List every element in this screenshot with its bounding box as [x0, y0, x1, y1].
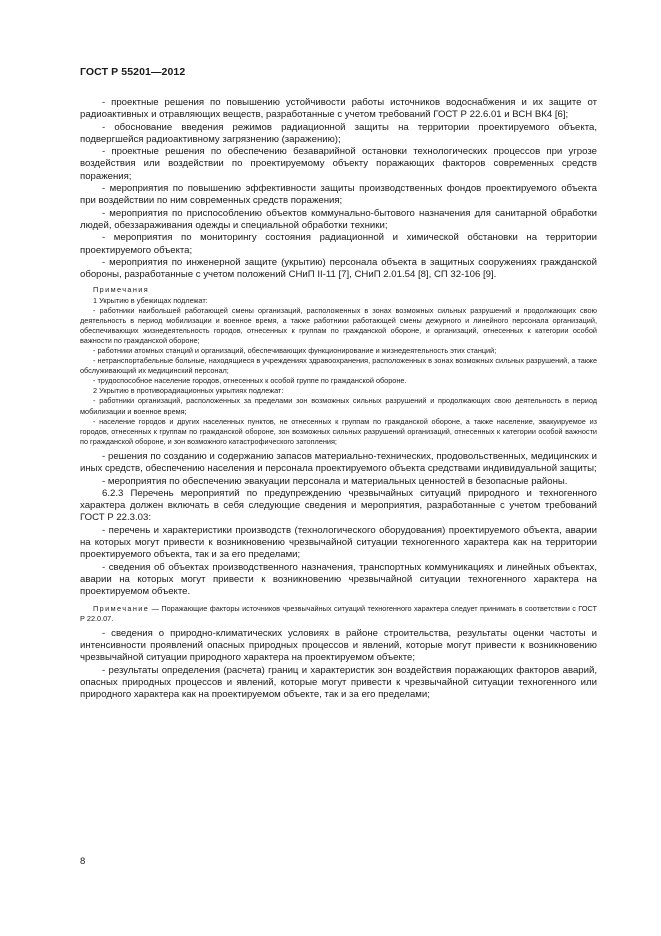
note-item: - трудоспособное население городов, отнесенных к особой группе по гражданской обороне.: [93, 376, 407, 386]
note-item: 1 Укрытию в убежищах подлежат:: [93, 295, 208, 305]
note-item: - нетранспортабельные больные, находящиеся в учреждениях здравоохранения, расположенных в зонах возможных сильных разрушений, а также обслуживающий их медицинский персонал;: [80, 356, 597, 376]
paragraph: - мероприятия по обеспечению эвакуации персонала и материальных ценностей в безопасные районы.: [102, 475, 568, 487]
note-paragraph: [80, 604, 597, 624]
paragraph: - мероприятия по приспособлению объектов коммунально-бытового назначения для санитарной обработки людей, обеззараживания одежды и специальной обработки техники;: [80, 207, 597, 231]
paragraph: - проектные решения по обеспечению безаварийной остановки технологических процессов при угрозе воздействия или воздействии по проектируемому объекту поражающих факторов современных средств поражения;: [80, 146, 597, 182]
document-header: ГОСТ Р 55201—2012: [80, 66, 186, 78]
paragraph: - мероприятия по инженерной защите (укрытию) персонала объекта в защитных сооружениях гражданской обороны, разработанные с учетом положений СНиП II-11 [7], СНиП 2.01.54 [8], СП 32-106 [9].: [80, 256, 597, 281]
paragraph: - сведения о природно-климатических условиях в районе строительства, результаты оценки частоты и интенсивности проявлений опасных природных процессов и явлений, которые могут привести к возникновению чрезвычайной ситуации природного характера на проектируемом объекте;: [80, 627, 597, 664]
paragraph: - мероприятия по мониторингу состояния радиационной и химической обстановки на территории проектируемого объекта;: [80, 232, 597, 256]
paragraph: - мероприятия по повышению эффективности защиты производственных фондов проектируемого объекта при воздействии по ним современных средств поражения;: [80, 183, 597, 207]
section-paragraph: 6.2.3 Перечень мероприятий по предупреждению чрезвычайных ситуаций природного и техногенного характера должен включать в себя следующие сведения и мероприятия, разработанные с учетом требований ГОСТ Р 22.3.03:: [80, 487, 597, 524]
note-item: - работники наибольшей работающей смены организаций, расположенных в зонах возможных сильных разрушений и продолжающих свою деятельность в период мобилизации и военное время, а также работники работающей смены дежурного и линейного персонала организаций, обеспечивающих жизнедеятельность городов, отнесенных к группам по гражданской обороне, и организаций, отнесенных к категории особой важности по гражданской обороне;: [80, 305, 597, 345]
note-item: - работники организаций, расположенных за пределами зон возможных сильных разрушений и продолжающих свою деятельность в период мобилизации и военное время;: [80, 396, 597, 416]
note-item: - работники атомных станций и организаций, обеспечивающих функционирование и жизнедеятельность этих станций;: [93, 346, 497, 356]
note-text: — Поражающие факторы источников чрезвычайных ситуаций техногенного характера следует принимать в соответствии с ГОСТ Р 22.0.07.: [80, 603, 597, 623]
paragraph: - проектные решения по повышению устойчивости работы источников водоснабжения и их защите от радиоактивных и отравляющих веществ, разработанные с учетом требований ГОСТ Р 22.6.01 и ВСН ВК4 [6];: [80, 97, 597, 121]
note-item: - население городов и других населенных пунктов, не отнесенных к группам по гражданской обороне, а также население, эвакуируемое из городов, отнесенных к группам по гражданской обороне, зон возможных сильных разрушений организаций, отнесенных к категории особой важности по гражданской обороне, и зон возможного катастрофического затопления;: [80, 416, 597, 446]
document-body: [80, 97, 597, 701]
note-label: Примечание: [93, 603, 150, 613]
note-item: 2 Укрытию в противорадиационных укрытиях подлежат:: [93, 386, 284, 396]
page-number: 8: [80, 856, 86, 867]
paragraph: - результаты определения (расчета) границ и характеристик зон воздействия поражающих факторов аварий, опасных природных процессов и явлений, которые могут привести к чрезвычайной ситуации техногенного или природного характера как на проектируемом объекте, так и за его пределами;: [80, 664, 597, 701]
paragraph: - сведения об объектах производственного назначения, транспортных коммуникациях и линейных объектах, аварии на которых могут привести к возникновению чрезвычайной ситуации техногенного характера на проектируемом объекте.: [80, 561, 597, 598]
paragraph: - решения по созданию и содержанию запасов материально-технических, продовольственных, медицинских и иных средств, обеспечению населения и персонала проектируемого объекта средствами индивидуальной защиты;: [80, 450, 597, 475]
notes-title: Примечания: [93, 285, 150, 295]
paragraph: - обоснование введения режимов радиационной защиты на территории проектируемого объекта, подвергшейся радиоактивному загрязнению (заражению);: [80, 121, 597, 145]
paragraph: - перечень и характеристики производств (технологического оборудования) проектируемого объекта, аварии на которых могут привести к возникновению чрезвычайной ситуации техногенного характера как на территории проектируемого объекта, так и за его пределами;: [80, 524, 597, 561]
